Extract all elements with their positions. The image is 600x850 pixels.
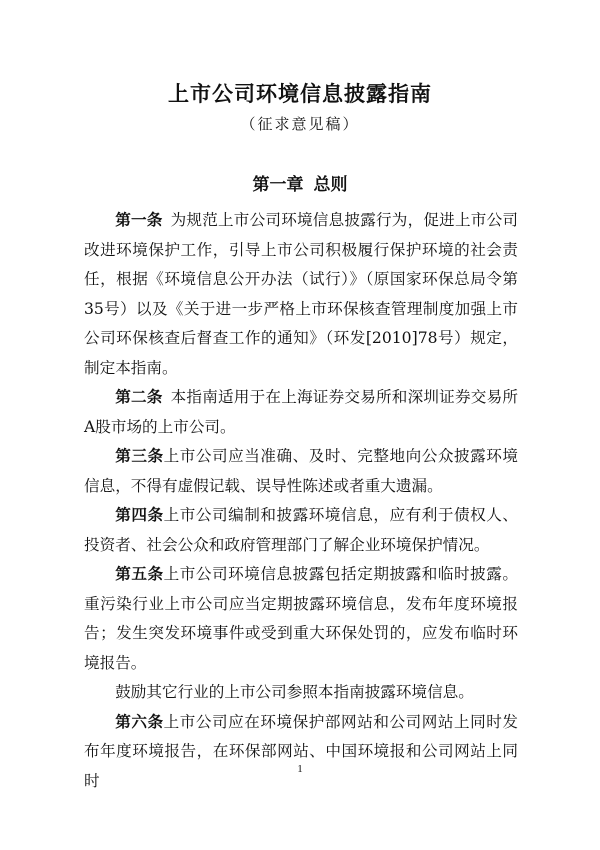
article-label: 第六条 <box>115 712 164 731</box>
article-label: 第一条 <box>115 211 163 229</box>
article-text: 本指南适用于在上海证券交易所和深圳证券交易所A股市场的上市公司。 <box>84 388 518 436</box>
document-title: 上市公司环境信息披露指南 <box>168 82 432 106</box>
page-number: 1 <box>297 763 303 775</box>
body-text <box>84 206 518 796</box>
paragraph-article-3 <box>84 442 518 501</box>
chapter-heading <box>0 170 600 195</box>
article-text: 上市公司编制和披露环境信息，应有利于债权人、投资者、社会公众和政府管理部门了解企业环境保护情况。 <box>84 506 518 554</box>
paragraph-article-4 <box>84 501 518 560</box>
chapter-number: 第一章 <box>252 175 304 195</box>
article-label: 第四条 <box>115 506 164 524</box>
paragraph-encourage <box>84 678 518 708</box>
article-text: 鼓励其它行业的上市公司参照本指南披露环境信息。 <box>115 683 474 701</box>
article-text: 上市公司应当准确、及时、完整地向公众披露环境信息，不得有虚假记载、误导性陈述或者重大遗漏。 <box>84 447 518 495</box>
article-label: 第三条 <box>115 447 164 465</box>
paragraph-article-1 <box>84 206 518 383</box>
article-label: 第五条 <box>115 565 164 583</box>
article-label: 第二条 <box>115 388 163 406</box>
article-text: 上市公司环境信息披露包括定期披露和临时披露。重污染行业上市公司应当定期披露环境信息，发布年度环境报告；发生突发环境事件或受到重大环保处罚的，应发布临时环境报告。 <box>84 565 518 672</box>
article-text: 上市公司应在环境保护部网站和公司网站上同时发布年度环境报告，在环保部网站、中国环境报和公司网站上同时 <box>84 712 518 790</box>
document-subtitle: （征求意见稿） <box>240 115 360 133</box>
chapter-name: 总则 <box>313 175 348 195</box>
article-text: 为规范上市公司环境信息披露行为，促进上市公司改进环境保护工作，引导上市公司积极履行保护环境的社会责任，根据《环境信息公开办法（试行）》（原国家环保总局令第35号）以及《关于进一步严格上市环保核查管理制度加强上市公司环保核查后督查工作的通知》（环发[2010]78号）规定，制定本指南。 <box>84 211 518 377</box>
paragraph-article-6 <box>84 708 518 797</box>
paragraph-article-5 <box>84 560 518 678</box>
paragraph-article-2 <box>84 383 518 442</box>
